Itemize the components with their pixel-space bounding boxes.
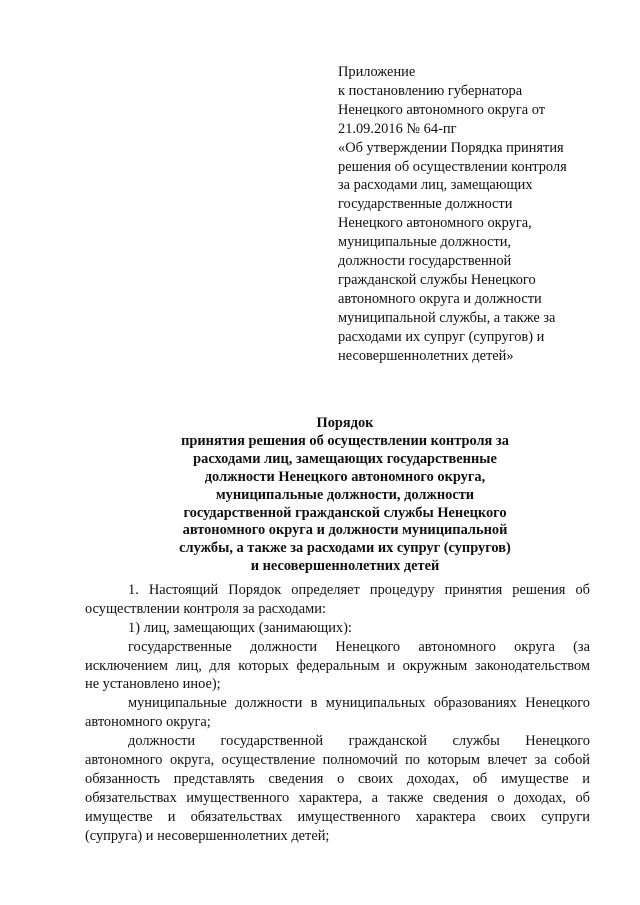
document-body: [85, 581, 590, 845]
paragraph-line: имуществе и обязательствах имущественного характера своих супруги: [85, 808, 590, 825]
paragraph-line: муниципальные должности в муниципальных образованиях Ненецкого: [128, 695, 590, 712]
annex-line: гражданской службы Ненецкого: [338, 271, 536, 288]
annex-line: за расходами лиц, замещающих: [338, 177, 533, 194]
title-line: автономного округа и должности муниципальной: [182, 522, 508, 539]
annex-line: несовершеннолетних детей»: [338, 347, 514, 364]
paragraph-line: должности государственной гражданской службы Ненецкого: [128, 733, 590, 750]
annex-line: Приложение: [338, 64, 416, 80]
title-line: принятия решения об осуществлении контроля за: [181, 432, 509, 449]
title-line: должности Ненецкого автономного округа,: [204, 468, 486, 485]
annex-line: Ненецкого автономного округа от: [338, 101, 546, 118]
annex-line: к постановлению губернатора: [338, 82, 523, 99]
title-line: службы, а также за расходами их супруг (супругов): [179, 540, 511, 557]
annex-line: муниципальные должности,: [338, 234, 512, 251]
paragraph-line: 1) лиц, замещающих (занимающих):: [128, 619, 352, 636]
annex-line: решения об осуществлении контроля: [338, 158, 567, 175]
paragraph-line: (супруга) и несовершеннолетних детей;: [85, 827, 330, 844]
annex-line: расходами их супруг (супругов) и: [338, 328, 545, 345]
paragraph-line: автономного округа;: [85, 714, 211, 731]
paragraph-line: осуществлении контроля за расходами:: [85, 600, 326, 617]
title-line: Порядок: [316, 415, 374, 431]
paragraph-line: исключением лиц, для которых федеральным и окружным законодательством: [85, 657, 590, 674]
annex-header: [338, 63, 588, 366]
paragraph-line: 1. Настоящий Порядок определяет процедуру принятия решения об: [128, 582, 590, 598]
annex-line: Ненецкого автономного округа,: [338, 215, 532, 232]
annex-line: муниципальной службы, а также за: [338, 309, 556, 326]
title-line: муниципальные должности, должности: [215, 486, 475, 503]
paragraph-line: автономного округа, осуществление полномочий по которым влечет за собой: [85, 752, 590, 769]
annex-line: автономного округа и должности: [338, 290, 542, 307]
title-line: и несовершеннолетних детей: [250, 558, 440, 575]
document-title: [95, 415, 595, 576]
paragraph-line: государственные должности Ненецкого автономного округа (за: [128, 638, 590, 655]
annex-line: «Об утверждении Порядка принятия: [338, 139, 564, 156]
title-line: государственной гражданской службы Ненецкого: [183, 504, 507, 521]
paragraph-line: не установлено иное);: [85, 676, 221, 693]
title-line: расходами лиц, замещающих государственные: [193, 450, 497, 467]
paragraph-line: обязанность представлять сведения о своих доходах, об имуществе и: [85, 770, 590, 787]
paragraph-line: обязательствах имущественного характера, а также сведения о доходах, об: [85, 789, 590, 806]
annex-line: должности государственной: [338, 253, 512, 270]
annex-line: 21.09.2016 № 64-пг: [338, 120, 457, 137]
annex-line: государственные должности: [338, 196, 513, 213]
